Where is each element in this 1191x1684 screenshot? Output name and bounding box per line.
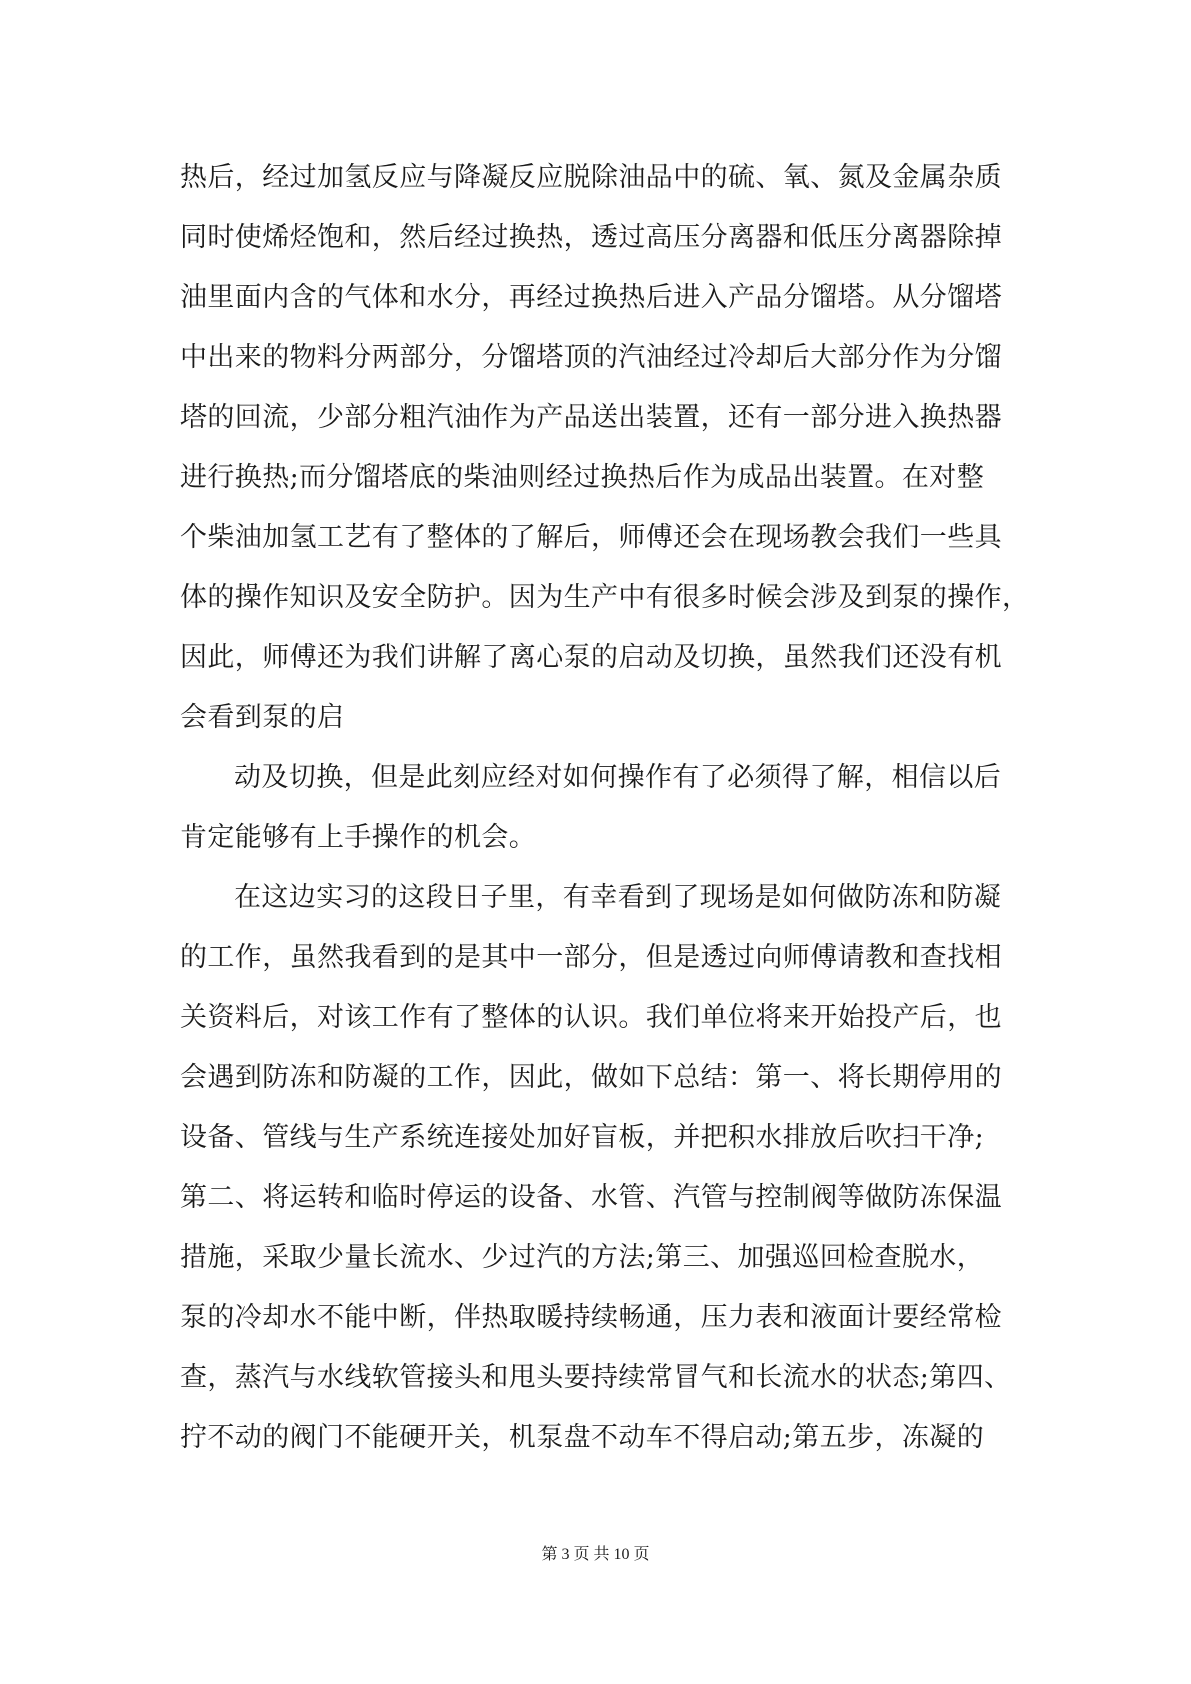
text-line: 个柴油加氢工艺有了整体的了解后，师傅还会在现场教会我们一些具 — [180, 522, 1002, 553]
text-line: 在这边实习的这段日子里，有幸看到了现场是如何做防冻和防凝 — [234, 882, 1002, 913]
text-line: 会看到泵的启 — [180, 702, 345, 733]
document-body — [180, 148, 1030, 1468]
text-line: 油里面内含的气体和水分，再经过换热后进入产品分馏塔。从分馏塔 — [180, 282, 1002, 313]
text-line: 肯定能够有上手操作的机会。 — [180, 822, 537, 853]
text-line: 措施，采取少量长流水、少过汽的方法;第三、加强巡回检查脱水， — [180, 1242, 985, 1273]
text-line: 第二、将运转和临时停运的设备、水管、汽管与控制阀等做防冻保温 — [180, 1182, 1002, 1213]
text-line: 同时使烯烃饱和，然后经过换热，透过高压分离器和低压分离器除掉 — [180, 222, 1002, 253]
text-line: 关资料后，对该工作有了整体的认识。我们单位将来开始投产后，也 — [180, 1002, 1002, 1033]
text-line: 查，蒸汽与水线软管接头和甩头要持续常冒气和长流水的状态;第四、 — [180, 1362, 1012, 1393]
text-line: 设备、管线与生产系统连接处加好盲板，并把积水排放后吹扫干净; — [180, 1122, 985, 1153]
text-line: 拧不动的阀门不能硬开关，机泵盘不动车不得启动;第五步，冻凝的 — [180, 1422, 985, 1453]
text-line: 进行换热;而分馏塔底的柴油则经过换热后作为成品出装置。在对整 — [180, 462, 985, 493]
text-line: 热后，经过加氢反应与降凝反应脱除油品中的硫、氧、氮及金属杂质 — [180, 162, 1002, 193]
page-number-footer: 第 3 页 共 10 页 — [541, 1546, 650, 1563]
text-line: 因此，师傅还为我们讲解了离心泵的启动及切换，虽然我们还没有机 — [180, 642, 1002, 673]
text-line: 泵的冷却水不能中断，伴热取暖持续畅通，压力表和液面计要经常检 — [180, 1302, 1002, 1333]
text-line: 体的操作知识及安全防护。因为生产中有很多时候会涉及到泵的操作， — [180, 582, 1030, 613]
text-line: 动及切换，但是此刻应经对如何操作有了必须得了解，相信以后 — [234, 762, 1002, 793]
text-line: 塔的回流，少部分粗汽油作为产品送出装置，还有一部分进入换热器 — [180, 402, 1002, 433]
text-line: 会遇到防冻和防凝的工作，因此，做如下总结：第一、将长期停用的 — [180, 1062, 1002, 1093]
text-line: 的工作，虽然我看到的是其中一部分，但是透过向师傅请教和查找相 — [180, 942, 1002, 973]
text-line: 中出来的物料分两部分，分馏塔顶的汽油经过冷却后大部分作为分馏 — [180, 342, 1002, 373]
